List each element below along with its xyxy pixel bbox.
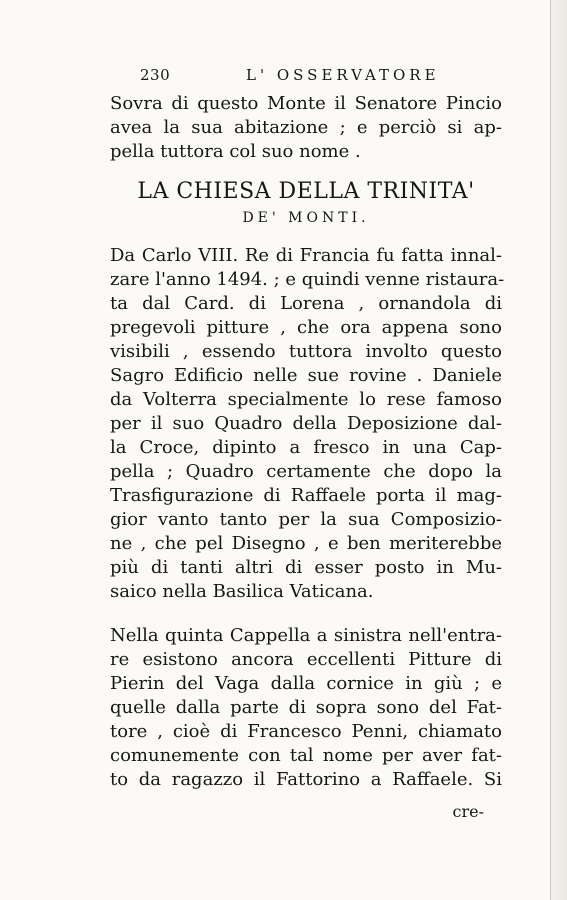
- text-line: da Volterra specialmente lo rese famoso: [110, 389, 502, 410]
- text-line: Pierin del Vaga dalla cornice in giù ; e: [110, 673, 502, 694]
- text-line: Nella quinta Cappella a sinistra nell'entra-: [110, 625, 502, 646]
- text-line: ne , che pel Disegno , e ben meriterebbe: [110, 533, 502, 554]
- running-title: L' OSSERVATORE: [246, 66, 440, 84]
- book-page: [110, 64, 505, 844]
- text-line: comunemente con tal nome per aver fat-: [110, 745, 502, 766]
- text-line: Sagro Edificio nelle sue rovine . Daniele: [110, 365, 502, 386]
- text-line: avea la sua abitazione ; e perciò si ap-: [110, 117, 502, 138]
- text-line: tore , cioè di Francesco Penni, chiamato: [110, 721, 502, 742]
- text-line: ta dal Card. di Lorena , ornandola di: [110, 293, 502, 314]
- paragraph-2: [110, 624, 502, 792]
- continuation-text: [110, 92, 502, 164]
- text-line: quelle dalla parte di sopra sono del Fat-: [110, 697, 502, 718]
- text-line: zare l'anno 1494. ; e quindi venne ristaura-: [110, 269, 505, 290]
- catchword: cre-: [452, 802, 484, 821]
- text-line: visibili , essendo tuttora involto questo: [110, 341, 502, 362]
- text-line: per il suo Quadro della Deposizione dal-: [110, 413, 502, 434]
- page-header: [110, 64, 502, 92]
- paragraph-1: [110, 244, 505, 604]
- page-number: 230: [140, 66, 171, 84]
- text-line: to da ragazzo il Fattorino a Raffaele. Si: [110, 769, 502, 790]
- text-line: più di tanti altri di esser posto in Mu-: [110, 557, 502, 578]
- text-line: Sovra di questo Monte il Senatore Pincio: [110, 93, 502, 114]
- text-line: pregevoli pitture , che ora appena sono: [110, 317, 502, 338]
- text-line: la Croce, dipinto a fresco in una Cap-: [110, 437, 502, 458]
- text-line: Trasfigurazione di Raffaele porta il mag-: [110, 485, 502, 506]
- text-line: gior vanto tanto per la sua Composizio-: [110, 509, 502, 530]
- text-line: Da Carlo VIII. Re di Francia fu fatta innal-: [110, 245, 502, 266]
- section-title: LA CHIESA DELLA TRINITA': [137, 179, 475, 204]
- text-line: pella ; Quadro certamente che dopo la: [110, 461, 502, 482]
- section-subtitle: DE' MONTI.: [242, 210, 370, 226]
- text-line: re esistono ancora eccellenti Pitture di: [110, 649, 502, 670]
- page-edge: [550, 0, 567, 900]
- text-line: pella tuttora col suo nome .: [110, 141, 361, 162]
- text-line: saico nella Basilica Vaticana.: [110, 581, 374, 602]
